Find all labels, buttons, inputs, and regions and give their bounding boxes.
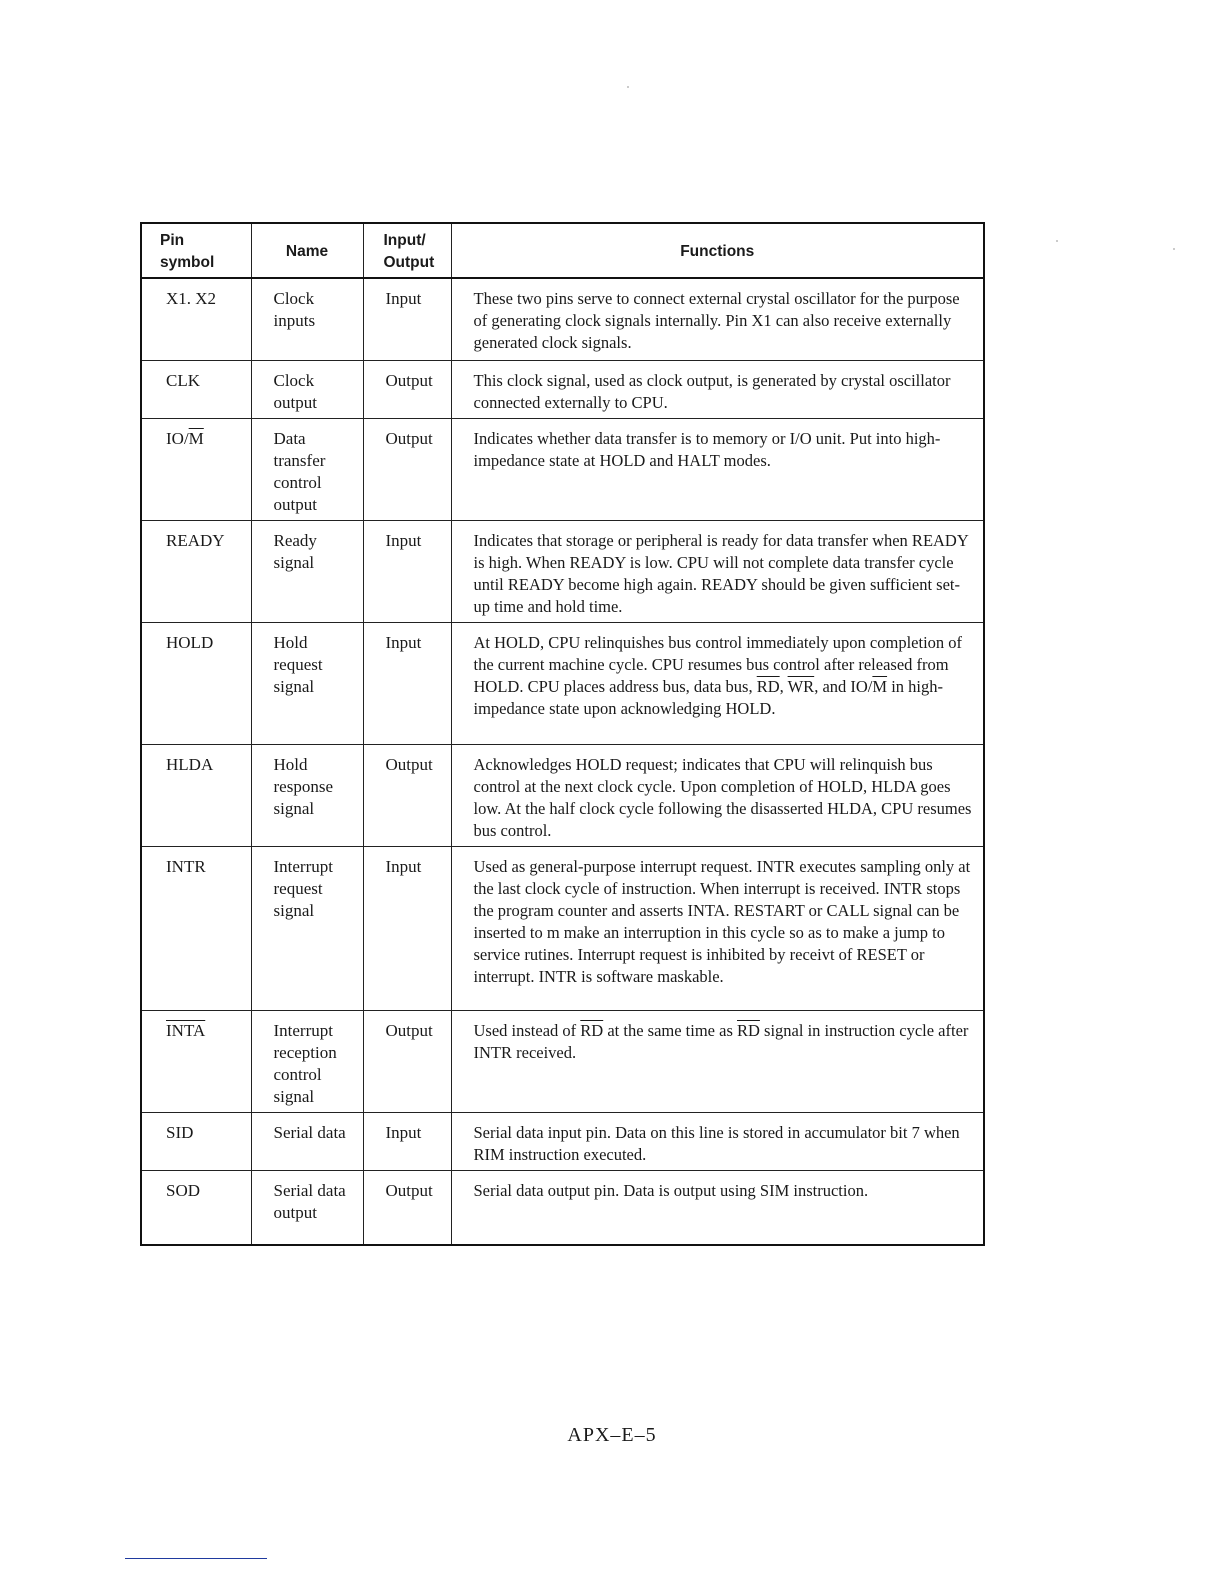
pin-name-cell: Data transfer control output — [251, 418, 363, 520]
table-row — [141, 1170, 984, 1245]
pin-function-cell: Serial data output pin. Data is output using SIM instruction. — [451, 1170, 984, 1245]
pin-function-cell: Used as general-purpose interrupt request. INTR executes sampling only at the last clock cycle of instruction. When interrupt is received. INTR stops the program counter and asserts INTA. RESTART or CALL signal can be inserted to m make an interruption in this cycle so as to make a jump to service rutines. Interrupt request is inhibited by receivt of RESET or interrupt. INTR is software maskable. — [451, 846, 984, 1010]
pin-function-cell: Indicates that storage or peripheral is ready for data transfer when READY is high. When READY is low. CPU will not complete data transfer cycle until READY become high again. READY should be given sufficient set-up time and hold time. — [451, 520, 984, 622]
pin-symbol-cell: CLK — [141, 360, 251, 418]
pin-function-cell: Used instead of $\overline{RD}$ at the same time as $\overline{RD}$ signal in instruction cycle after INTR received. — [451, 1010, 984, 1112]
pin-symbol-text: $IO/\overline{M}$ — [166, 428, 204, 448]
pin-io-cell: Input — [363, 278, 451, 360]
pin-name-cell: Clock inputs — [251, 278, 363, 360]
table-body — [141, 278, 984, 1245]
pin-io-cell: Output — [363, 1010, 451, 1112]
pin-symbol-cell: READY — [141, 520, 251, 622]
pin-symbol-cell: HLDA — [141, 744, 251, 846]
pin-symbol-cell — [141, 418, 251, 520]
pin-symbol-cell: SID — [141, 1112, 251, 1170]
pin-function-cell: These two pins serve to connect external crystal oscillator for the purpose of generating clock signals internally. Pin X1 can also receive externally generated clock signals. — [451, 278, 984, 360]
pin-io-cell: Output — [363, 360, 451, 418]
pin-name-cell: Ready signal — [251, 520, 363, 622]
pin-name-cell: Clock output — [251, 360, 363, 418]
header-row — [141, 223, 984, 278]
pin-symbol-cell: SOD — [141, 1170, 251, 1245]
pin-symbol-cell — [141, 1010, 251, 1112]
header-name: Name — [251, 223, 363, 278]
table-row — [141, 622, 984, 744]
pin-symbol-cell: HOLD — [141, 622, 251, 744]
footnote-divider — [125, 1558, 267, 1559]
pin-name-cell: Interrupt reception control signal — [251, 1010, 363, 1112]
pin-symbol-cell: INTR — [141, 846, 251, 1010]
scan-speck — [627, 86, 629, 88]
pin-io-cell: Output — [363, 744, 451, 846]
pin-function-cell: At HOLD, CPU relinquishes bus control immediately upon completion of the current machine cycle. CPU resumes bus control after released from HOLD. CPU places address bus, data bus, $\overline{RD}$, $\overline{WR}$, and $IO/\overline{M}$ in high-impedance state upon acknowledging HOLD. — [451, 622, 984, 744]
pin-function-cell: Acknowledges HOLD request; indicates that CPU will relinquish bus control at the next clock cycle. Upon completion of HOLD, HLDA goes low. At the half clock cycle following the disasserted HLDA, CPU resumes bus control. — [451, 744, 984, 846]
pin-io-cell: Input — [363, 622, 451, 744]
pin-name-cell: Hold request signal — [251, 622, 363, 744]
table-header — [141, 223, 984, 278]
pin-name-cell: Serial data — [251, 1112, 363, 1170]
pin-io-cell: Input — [363, 520, 451, 622]
pin-name-cell: Interrupt request signal — [251, 846, 363, 1010]
pin-function-cell: Indicates whether data transfer is to memory or I/O unit. Put into high-impedance state at HOLD and HALT modes. — [451, 418, 984, 520]
pin-name-cell: Hold response signal — [251, 744, 363, 846]
scan-speck — [1056, 240, 1058, 242]
pin-name-cell: Serial data output — [251, 1170, 363, 1245]
pin-function-cell: Serial data input pin. Data on this line is stored in accumulator bit 7 when RIM instruction executed. — [451, 1112, 984, 1170]
scan-speck — [1173, 248, 1175, 250]
pin-io-cell: Output — [363, 418, 451, 520]
header-pin-symbol: Pin symbol — [141, 223, 251, 278]
pin-symbol-text: INTA — [166, 1020, 206, 1040]
pin-symbol-cell: X1. X2 — [141, 278, 251, 360]
table-row — [141, 418, 984, 520]
pin-function-cell: This clock signal, used as clock output, is generated by crystal oscillator connected externally to CPU. — [451, 360, 984, 418]
table-row — [141, 1010, 984, 1112]
page-number: APX–E–5 — [567, 1424, 657, 1446]
table-row — [141, 520, 984, 622]
table-row — [141, 1112, 984, 1170]
pin-function-table — [140, 222, 985, 1246]
pin-io-cell: Input — [363, 846, 451, 1010]
pin-io-cell: Output — [363, 1170, 451, 1245]
table-row — [141, 846, 984, 1010]
table-row — [141, 278, 984, 360]
header-input-output: Input/ Output — [363, 223, 451, 278]
header-functions: Functions — [451, 223, 984, 278]
table-row — [141, 360, 984, 418]
pin-io-cell: Input — [363, 1112, 451, 1170]
table-row — [141, 744, 984, 846]
